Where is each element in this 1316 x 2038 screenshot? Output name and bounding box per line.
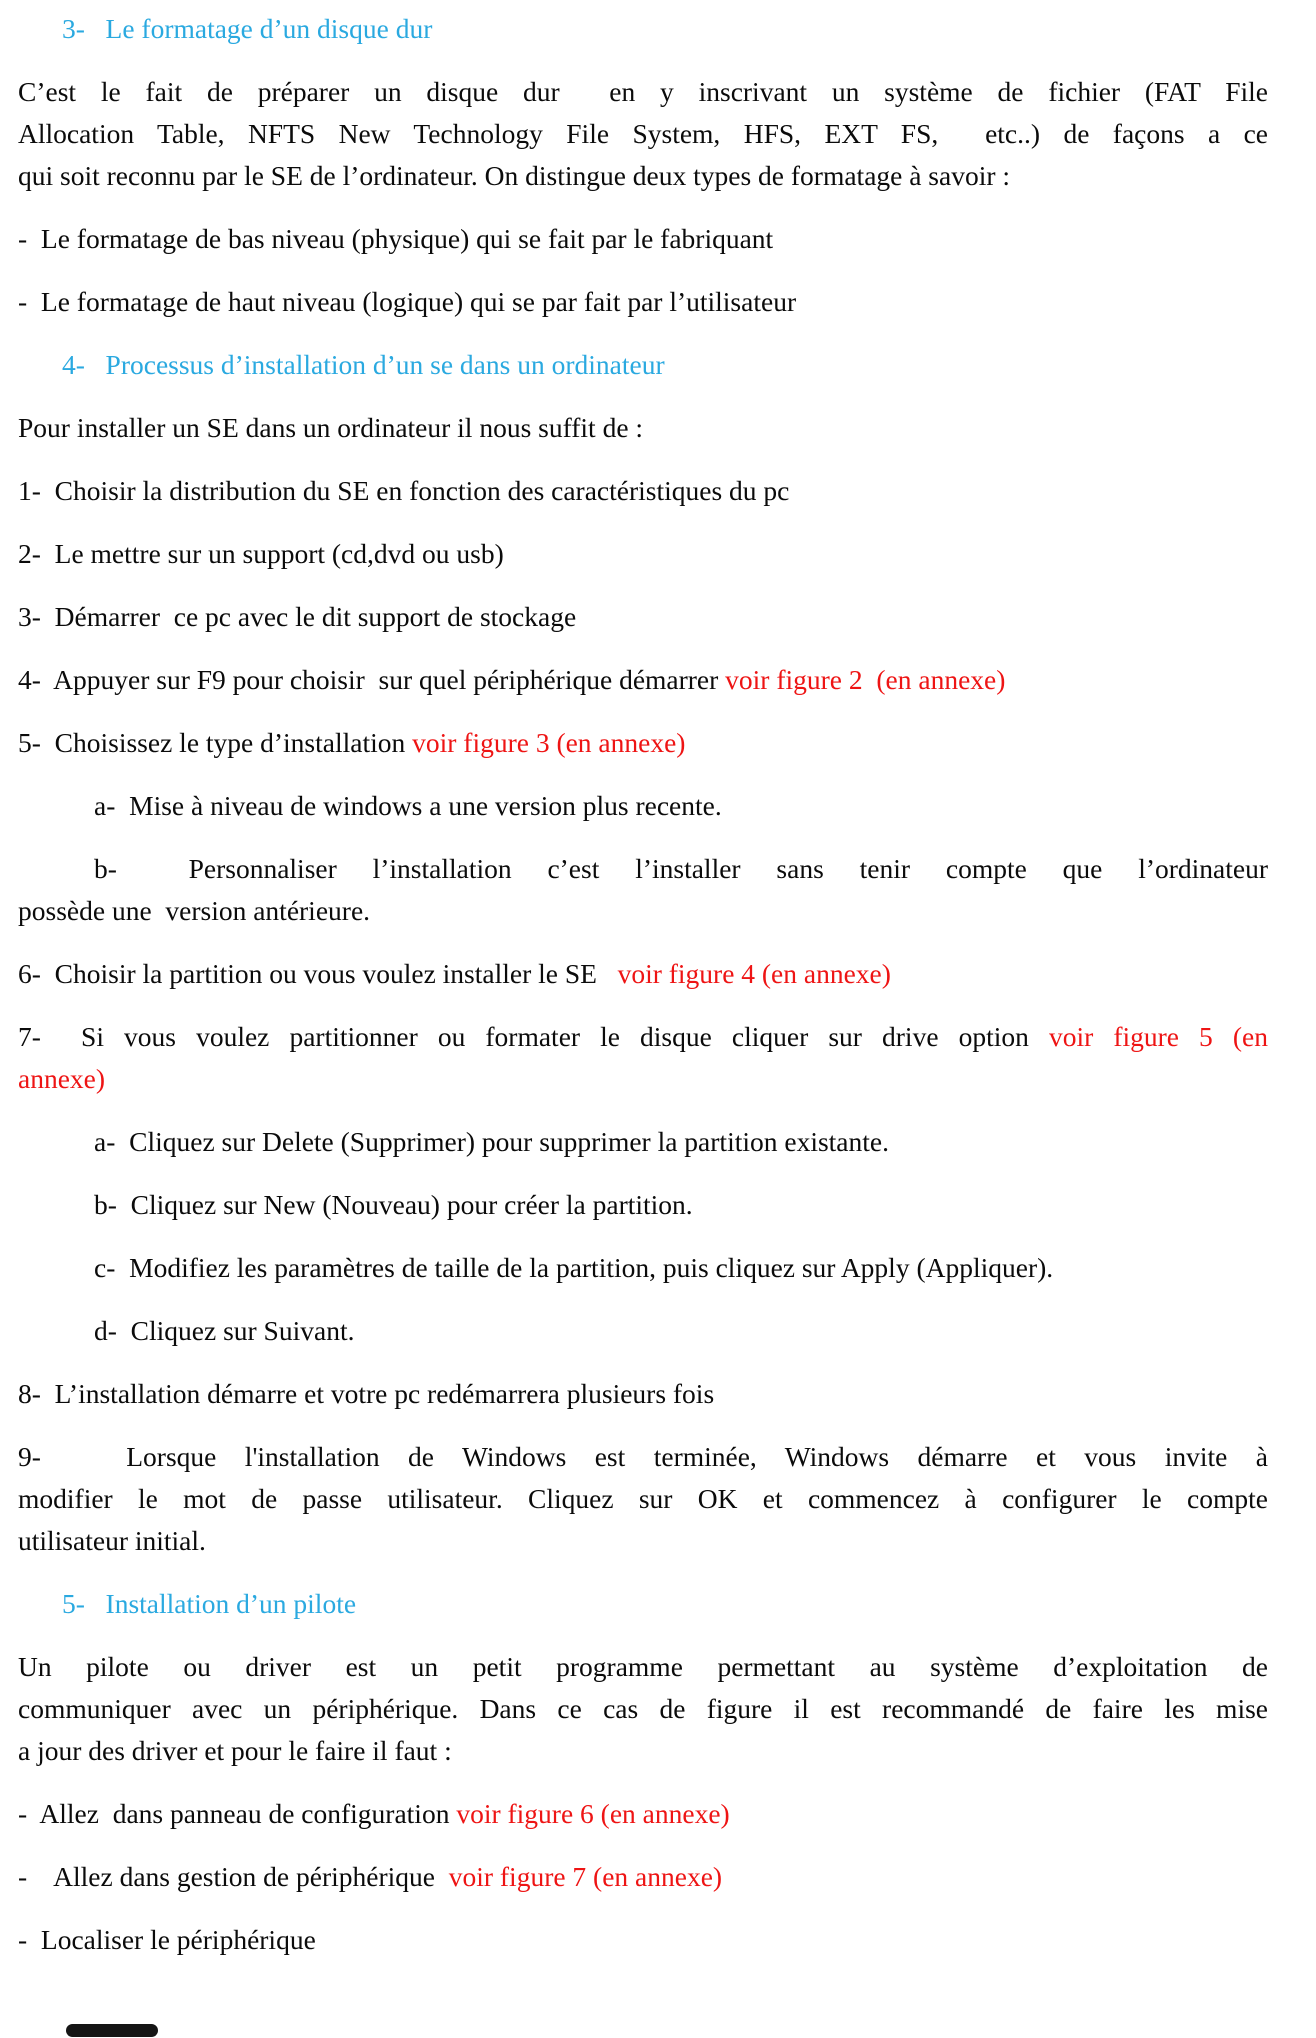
text-line: [18, 1646, 1268, 1688]
step-9: [18, 1436, 1268, 1562]
figure-reference: voir figure 4 (en annexe): [617, 958, 891, 989]
text-run: Pour installer un SE dans un ordinateur il nous suffit de :: [18, 412, 644, 443]
text-line: [18, 953, 1268, 995]
text-run: a jour des driver et pour le faire il faut :: [18, 1735, 452, 1766]
text-run: c- Modifiez les paramètres de taille de la partition, puis cliquez sur Apply (Appliquer).: [94, 1252, 1054, 1283]
low-level-format-item: [18, 218, 1268, 260]
text-line: [18, 1247, 1268, 1289]
step-7c: [18, 1247, 1268, 1289]
step-6: [18, 953, 1268, 995]
driver-step-control-panel: [18, 1793, 1268, 1835]
text-run: 7- Si vous voulez partitionner ou formater le disque cliquer sur drive option: [18, 1021, 1049, 1052]
text-run: - Le formatage de haut niveau (logique) qui se par fait par l’utilisateur: [18, 286, 797, 317]
text-line: [62, 1583, 1268, 1625]
step-7: [18, 1016, 1268, 1100]
text-line: [18, 155, 1268, 197]
text-run: utilisateur initial.: [18, 1525, 206, 1556]
step-5: [18, 722, 1268, 764]
text-line: [18, 785, 1268, 827]
text-run: Un pilote ou driver est un petit programme permettant au système d’exploitation de: [18, 1651, 1268, 1682]
formatting-intro-paragraph: [18, 71, 1268, 197]
text-line: [18, 659, 1268, 701]
text-line: [18, 1919, 1268, 1961]
figure-reference: voir figure 3 (en annexe): [412, 727, 686, 758]
text-line: [18, 596, 1268, 638]
text-line: [18, 1310, 1268, 1352]
text-line: [62, 8, 1268, 50]
text-run: 4- Appuyer sur F9 pour choisir sur quel périphérique démarrer: [18, 664, 726, 695]
text-run: - Allez dans gestion de périphérique: [18, 1861, 449, 1892]
text-run: qui soit reconnu par le SE de l’ordinateur. On distingue deux types de formatage à savoir :: [18, 160, 1011, 191]
text-run: 6- Choisir la partition ou vous voulez installer le SE: [18, 958, 618, 989]
text-line: [18, 848, 1268, 890]
text-line: [18, 1436, 1268, 1478]
text-run: d- Cliquez sur Suivant.: [94, 1315, 355, 1346]
figure-reference: voir figure 6 (en annexe): [456, 1798, 730, 1829]
section-heading-4: [18, 344, 1268, 386]
text-line: [18, 218, 1268, 260]
text-line: [18, 1793, 1268, 1835]
figure-reference: voir figure 5 (en: [1048, 1021, 1268, 1052]
step-7a: [18, 1121, 1268, 1163]
text-run: 2- Le mettre sur un support (cd,dvd ou usb): [18, 538, 504, 569]
text-run: 9- Lorsque l'installation de Windows est terminée, Windows démarre et vous invite à: [18, 1441, 1268, 1472]
driver-intro-paragraph: [18, 1646, 1268, 1772]
text-line: [18, 1373, 1268, 1415]
text-line: [18, 71, 1268, 113]
text-run: 5- Installation d’un pilote: [62, 1588, 357, 1619]
step-5b: [18, 848, 1268, 932]
driver-step-locate-device: [18, 1919, 1268, 1961]
step-1: [18, 470, 1268, 512]
text-line: [18, 1520, 1268, 1562]
install-intro-paragraph: [18, 407, 1268, 449]
text-run: - Le formatage de bas niveau (physique) qui se fait par le fabriquant: [18, 223, 774, 254]
text-line: [18, 1121, 1268, 1163]
high-level-format-item: [18, 281, 1268, 323]
text-run: C’est le fait de préparer un disque dur en y inscrivant un système de fichier (FAT File: [18, 76, 1268, 107]
text-run: 5- Choisissez le type d’installation: [18, 727, 413, 758]
text-line: [18, 1058, 1268, 1100]
text-run: Allocation Table, NFTS New Technology File System, HFS, EXT FS, etc..) de façons a ce: [18, 118, 1268, 149]
text-line: [18, 533, 1268, 575]
text-line: [18, 113, 1268, 155]
text-line: [18, 1016, 1268, 1058]
text-run: possède une version antérieure.: [18, 895, 371, 926]
section-heading-3: [18, 8, 1268, 50]
text-line: [18, 1730, 1268, 1772]
step-7d: [18, 1310, 1268, 1352]
text-line: [18, 1478, 1268, 1520]
text-run: 4- Processus d’installation d’un se dans un ordinateur: [62, 349, 665, 380]
text-run: - Allez dans panneau de configuration: [18, 1798, 457, 1829]
driver-step-device-manager: [18, 1856, 1268, 1898]
text-run: b- Cliquez sur New (Nouveau) pour créer la partition.: [94, 1189, 693, 1220]
text-line: [18, 1688, 1268, 1730]
text-run: modifier le mot de passe utilisateur. Cliquez sur OK et commencez à configurer le compte: [18, 1483, 1268, 1514]
figure-reference: voir figure 2 (en annexe): [725, 664, 1006, 695]
text-run: a- Mise à niveau de windows a une version plus recente.: [94, 790, 722, 821]
text-line: [18, 407, 1268, 449]
step-8: [18, 1373, 1268, 1415]
text-run: - Localiser le périphérique: [18, 1924, 316, 1955]
text-run: b- Personnaliser l’installation c’est l’installer sans tenir compte que l’ordinateur: [94, 853, 1268, 884]
step-7b: [18, 1184, 1268, 1226]
text-line: [18, 1856, 1268, 1898]
figure-reference: voir figure 7 (en annexe): [448, 1861, 723, 1892]
text-run: 1- Choisir la distribution du SE en fonction des caractéristiques du pc: [18, 475, 790, 506]
figure-reference: annexe): [18, 1063, 106, 1094]
text-line: [18, 890, 1268, 932]
text-run: 8- L’installation démarre et votre pc redémarrera plusieurs fois: [18, 1378, 715, 1409]
text-line: [18, 722, 1268, 764]
step-3: [18, 596, 1268, 638]
document-body: [18, 8, 1268, 1961]
text-line: [62, 344, 1268, 386]
text-run: 3- Le formatage d’un disque dur: [62, 13, 433, 44]
text-line: [18, 470, 1268, 512]
step-5a: [18, 785, 1268, 827]
text-line: [18, 1184, 1268, 1226]
text-line: [18, 281, 1268, 323]
text-run: 3- Démarrer ce pc avec le dit support de stockage: [18, 601, 577, 632]
step-4: [18, 659, 1268, 701]
text-run: a- Cliquez sur Delete (Supprimer) pour supprimer la partition existante.: [94, 1126, 889, 1157]
section-heading-5: [18, 1583, 1268, 1625]
step-2: [18, 533, 1268, 575]
scrollbar-thumb[interactable]: [66, 2024, 158, 2037]
text-run: communiquer avec un périphérique. Dans ce cas de figure il est recommandé de faire les mise: [18, 1693, 1268, 1724]
